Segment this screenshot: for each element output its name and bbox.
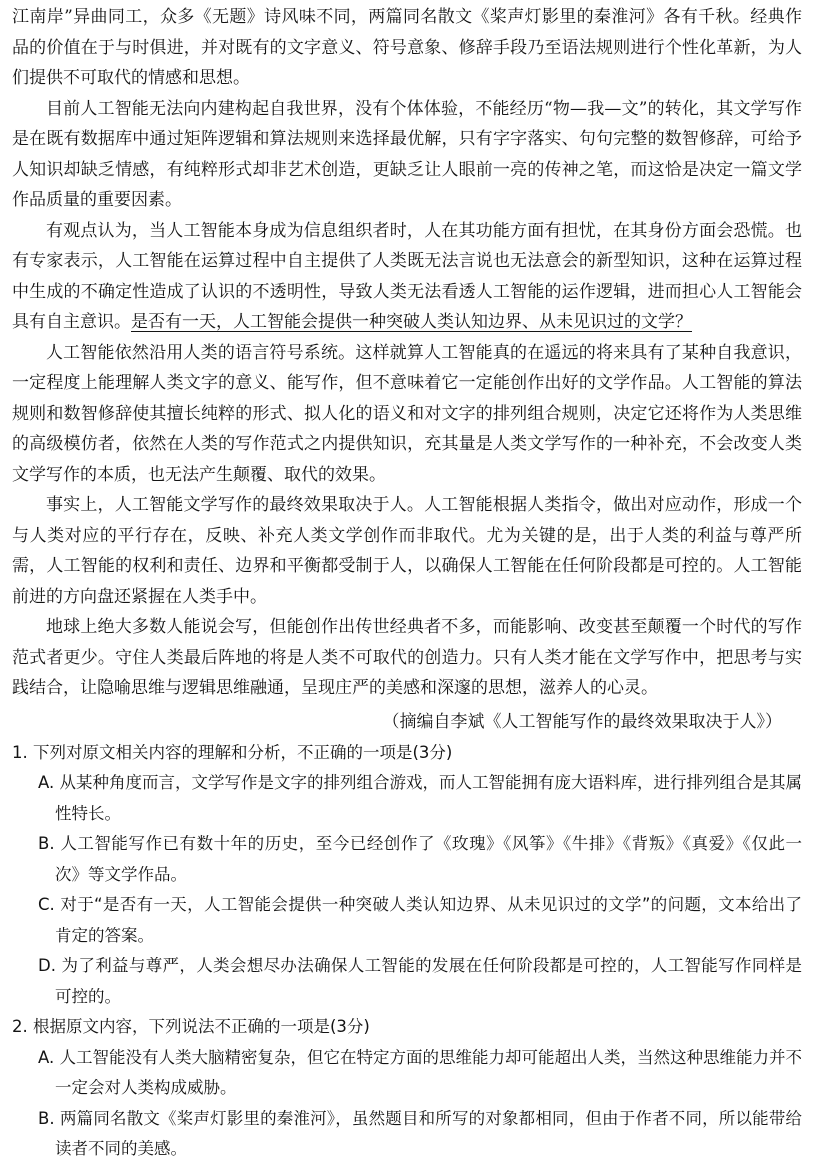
question-1: [12, 738, 802, 1013]
question-1-option-d: D. 为了利益与尊严，人类会想尽办法确保人工智能的发展在任何阶段都是可控的，人工智能写作同样是可控的。: [38, 956, 802, 1006]
article-source: （摘编自李斌《人工智能写作的最终效果取决于人》）: [382, 711, 782, 732]
article-paragraph-4: 人工智能依然沿用人类的语言符号系统。这样就算人工智能真的在遥远的将来具有了某种自我意识，一定程度上能理解人类文字的意义、能写作，但不意味着它一定能创作出好的文学作品。人工智能的算法规则和数智修辞使其擅长纯粹的形式、拟人化的语义和对文字的排列组合规则，决定它还将作为人类思维的高级模仿者，依然在人类的写作范式之内提供知识，充其量是人类文学写作的一种补充，不会改变人类文学写作的本质，也无法产生颠覆、取代的效果。: [12, 342, 802, 485]
article-paragraph-2: 目前人工智能无法向内建构起自我世界，没有个体体验，不能经历“物—我—文”的转化，其文学写作是在既有数据库中通过矩阵逻辑和算法规则来选择最优解，只有字字落实、句句完整的数智修辞，可给予人知识却缺乏情感，有纯粹形式却非艺术创造，更缺乏让人眼前一亮的传神之笔，而这恰是决定一篇文学作品质量的重要因素。: [12, 98, 802, 210]
paragraph-3-text: 有观点认为，当人工智能本身成为信息组织者时，人在其功能方面有担忧，在其身份方面会恐慌。也有专家表示，人工智能在运算过程中自主提供了人类既无法言说也无法意会的新型知识，这种在运算过程中生成的不确定性造成了认识的不透明性，导致人类无法看透人工智能的运作逻辑，进而担心人工智能会具有自主意识。: [12, 220, 802, 332]
question-2-option-a: A. 人工智能没有人类大脑精密复杂，但它在特定方面的思维能力却可能超出人类，当然这种思维能力并不一定会对人类构成威胁。: [38, 1047, 802, 1097]
article-paragraph-5: 事实上，人工智能文学写作的最终效果取决于人。人工智能根据人类指令，做出对应动作，形成一个与人类对应的平行存在，反映、补充人类文学创作而非取代。尤为关键的是，出于人类的利益与尊严所需，人工智能的权利和责任、边界和平衡都受制于人，以确保人工智能在任何阶段都是可控的。人工智能前进的方向盘还紧握在人类手中。: [12, 495, 802, 607]
article-paragraph-1: 江南岸”异曲同工，众多《无题》诗风味不同，两篇同名散文《桨声灯影里的秦淮河》各有千秋。经典作品的价值在于与时俱进，并对既有的文字意义、符号意象、修辞手段乃至语法规则进行个性化革新，为人们提供不可取代的情感和思想。: [12, 7, 802, 88]
article-paragraph-6: 地球上绝大多数人能说会写，但能创作出传世经典者不多，而能影响、改变甚至颠覆一个时代的写作范式者更少。守住人类最后阵地的将是人类不可取代的创造力。只有人类才能在文学写作中，把思考与实践结合，让隐喻思维与逻辑思维融通，呈现庄严的美感和深邃的思想，滋养人的心灵。: [12, 617, 802, 698]
question-1-stem: 1. 下列对原文相关内容的理解和分析，不正确的一项是(3分): [12, 742, 453, 762]
article-paragraph-3: [12, 216, 802, 338]
question-2-stem: 2. 根据原文内容，下列说法不正确的一项是(3分): [12, 1017, 370, 1036]
question-2: [12, 1012, 802, 1165]
question-1-option-c: C. 对于“是否有一天，人工智能会提供一种突破人类认知边界、从未见识过的文学”的问题，文本给出了肯定的答案。: [38, 895, 802, 945]
question-1-option-b: B. 人工智能写作已有数十年的历史，至今已经创作了《玫瑰》《风筝》《牛排》《背叛》《真爱》《仅此一次》等文学作品。: [38, 834, 802, 884]
underlined-question-sentence: 是否有一天，人工智能会提供一种突破人类认知边界、从未见识过的文学？: [131, 312, 692, 332]
question-2-option-b: B. 两篇同名散文《桨声灯影里的秦淮河》，虽然题目和所写的对象都相同，但由于作者不同，所以能带给读者不同的美感。: [38, 1108, 802, 1158]
question-1-option-a: A. 从某种角度而言，文学写作是文字的排列组合游戏，而人工智能拥有庞大语料库，进行排列组合是其属性特长。: [38, 773, 802, 823]
